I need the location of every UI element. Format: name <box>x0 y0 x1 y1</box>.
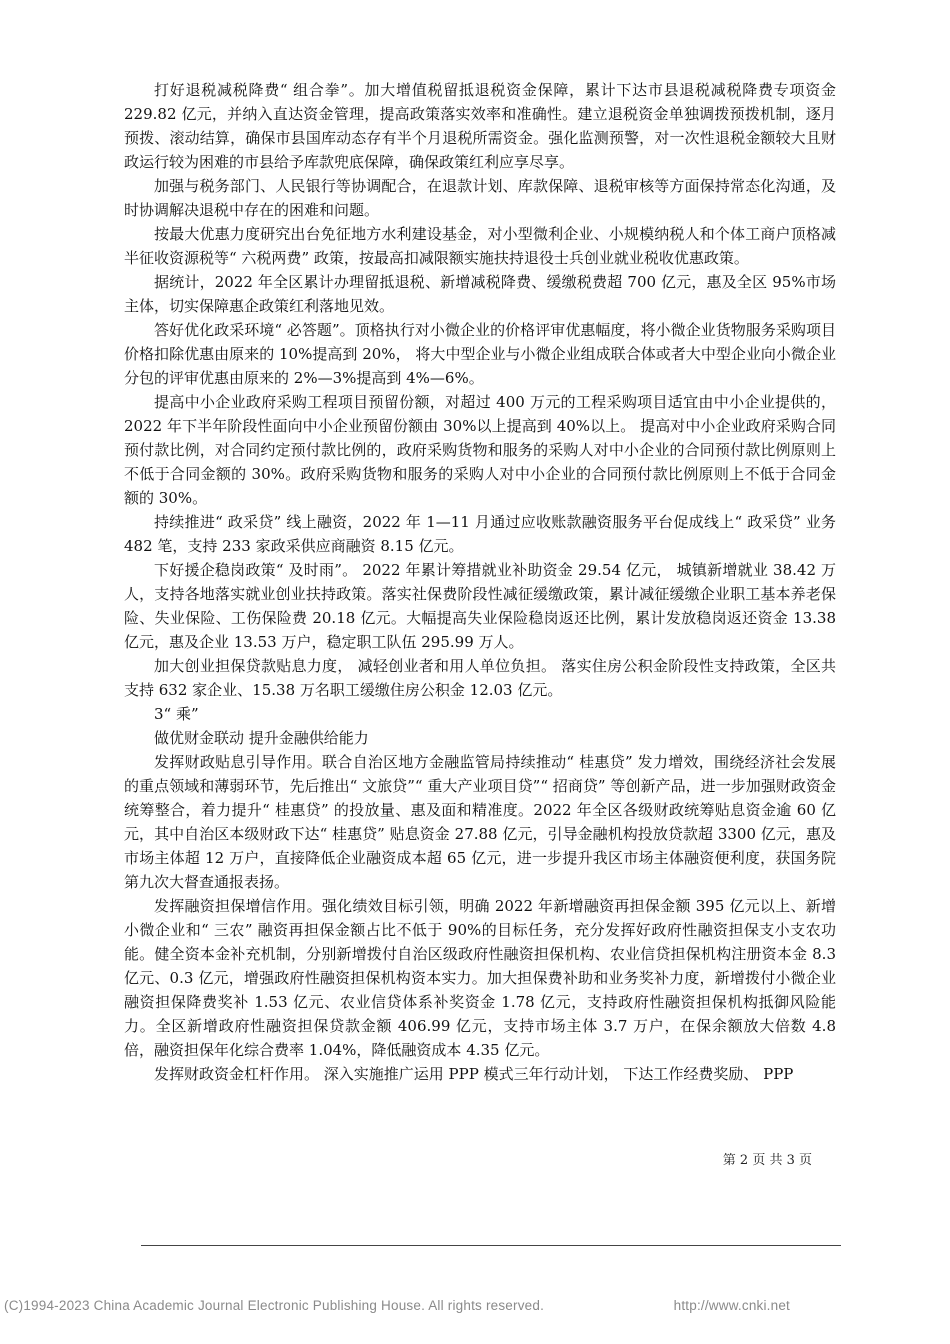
paragraph: 据统计，2022 年全区累计办理留抵退税、新增减税降费、缓缴税费超 700 亿元，惠及全区 95%市场主体，切实保障惠企政策红利落地见效。 <box>124 273 836 315</box>
section-heading: 做优财金联动 提升金融供给能力 <box>154 729 369 747</box>
paragraph: 发挥财政贴息引导作用。联合自治区地方金融监管局持续推动“ 桂惠贷” 发力增效，围绕经济社会发展的重点领域和薄弱环节，先后推出“ 文旅贷”“ 重大产业项目贷”“ 招商贷” 等创新产品，进一步加强财政资金统筹整合，着力提升“ 桂惠贷” 的投放量、惠及面和精准度。2022 年全区各级财政统筹贴息资金逾 60 亿元，其中自治区本级财政下达“ 桂惠贷” 贴息资金 27.88 亿元，引导金融机构投放贷款超 3300 亿元，惠及市场主体超 12 万户，直接降低企业融资成本超 65 亿元，进一步提升我区市场主体融资便利度，获国务院第九次大督查通报表扬。 <box>124 753 836 891</box>
paragraph: 持续推进“ 政采贷” 线上融资，2022 年 1—11 月通过应收账款融资服务平台促成线上“ 政采贷” 业务 482 笔，支持 233 家政采供应商融资 8.15 亿元。 <box>124 513 836 555</box>
paragraph: 发挥融资担保增信作用。强化绩效目标引领，明确 2022 年新增融资再担保金额 395 亿元以上、新增小微企业和“ 三农” 融资再担保金额占比不低于 90%的目标任务，充分发挥好政府性融资担保支小支农功能。健全资本金补充机制，分别新增拨付自治区级政府性融资担保机构、农业信贷担保机构注册资本金 8.3 亿元、0.3 亿元，增强政府性融资担保机构资本实力。加大担保费补助和业务奖补力度，新增拨付小微企业融资担保降费奖补 1.53 亿元、农业信贷体系补奖资金 1.78 亿元，支持政府性融资担保机构抵御风险能力。全区新增政府性融资担保贷款金额 406.99 亿元，支持市场主体 3.7 万户，在保余额放大倍数 4.8 倍，融资担保年化综合费率 1.04%，降低融资成本 4.35 亿元。 <box>124 897 836 1059</box>
document-body <box>124 78 836 1086</box>
copyright-url: http://www.cnki.net <box>673 1298 790 1313</box>
footer-divider <box>141 1245 841 1246</box>
page-number: 第 2 页 共 3 页 <box>722 1153 812 1168</box>
paragraph: 提高中小企业政府采购工程项目预留份额，对超过 400 万元的工程采购项目适宜由中小企业提供的， 2022 年下半年阶段性面向中小企业预留份额由 30%以上提高到 40%以上。 提高对中小企业政府采购合同预付款比例，对合同约定预付款比例的，政府采购货物和服务的采购人对中小企业的合同预付款比例原则上不低于合同金额的 30%。政府采购货物和服务的采购人对中小企业的合同预付款比例原则上不低于合同金额的 30%。 <box>124 393 836 507</box>
paragraph: 按最大优惠力度研究出台免征地方水利建设基金，对小型微利企业、小规模纳税人和个体工商户顶格减半征收资源税等“ 六税两费” 政策，按最高扣减限额实施扶持退役士兵创业就业税收优惠政策。 <box>124 225 836 267</box>
paragraph: 答好优化政采环境“ 必答题”。顶格执行对小微企业的价格评审优惠幅度，将小微企业货物服务采购项目价格扣除优惠由原来的 10%提高到 20%， 将大中型企业与小微企业组成联合体或者大中型企业向小微企业分包的评审优惠由原来的 2%—3%提高到 4%—6%。 <box>124 321 836 387</box>
paragraph: 打好退税减税降费“ 组合拳”。加大增值税留抵退税资金保障，累计下达市县退税减税降费专项资金 229.82 亿元，并纳入直达资金管理，提高政策落实效率和准确性。建立退税资金单独调拨预拨机制，逐月预拨、滚动结算，确保市县国库动态存有半个月退税所需资金。强化监测预警，对一次性退税金额较大且财政运行较为困难的市县给予库款兜底保障，确保政策红利应享尽享。 <box>124 81 836 171</box>
copyright-text: (C)1994-2023 China Academic Journal Electronic Publishing House. All rights reserved. <box>4 1298 545 1313</box>
section-number: 3“ 乘” <box>154 705 199 723</box>
paragraph: 发挥财政资金杠杆作用。 深入实施推广运用 PPP 模式三年行动计划， 下达工作经费奖励、 PPP <box>154 1065 794 1083</box>
paragraph: 下好援企稳岗政策“ 及时雨”。 2022 年累计筹措就业补助资金 29.54 亿元， 城镇新增就业 38.42 万人，支持各地落实就业创业扶持政策。落实社保费阶段性减征缓缴政策，累计减征缓缴企业职工基本养老保险、失业保险、工伤保险费 20.18 亿元。大幅提高失业保险稳岗返还比例，累计发放稳岗返还资金 13.38 亿元，惠及企业 13.53 万户，稳定职工队伍 295.99 万人。 <box>124 561 836 651</box>
paragraph: 加大创业担保贷款贴息力度， 减轻创业者和用人单位负担。 落实住房公积金阶段性支持政策，全区共支持 632 家企业、15.38 万名职工缓缴住房公积金 12.03 亿元。 <box>124 657 836 699</box>
paragraph: 加强与税务部门、人民银行等协调配合，在退款计划、库款保障、退税审核等方面保持常态化沟通，及时协调解决退税中存在的困难和问题。 <box>124 177 836 219</box>
